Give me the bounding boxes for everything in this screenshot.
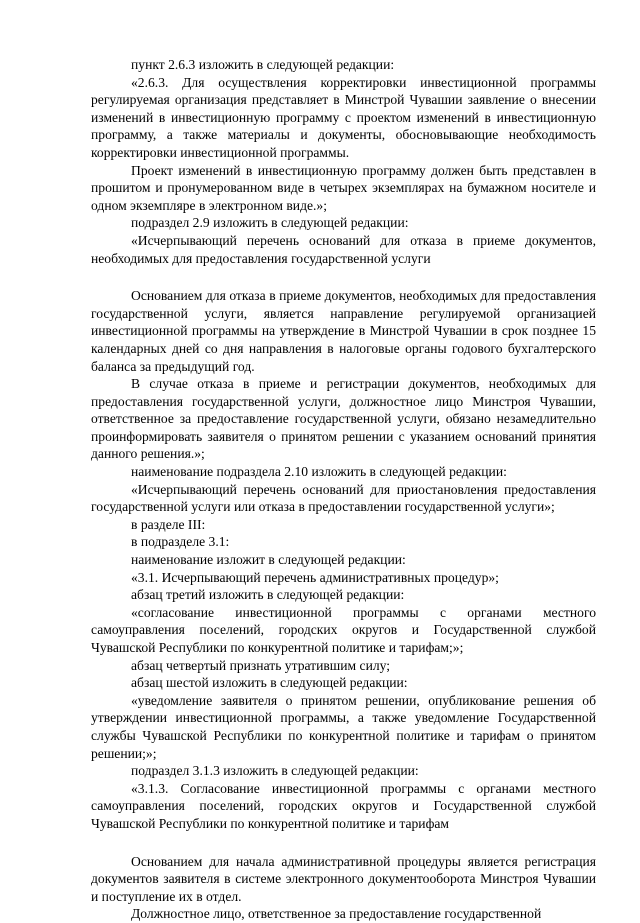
paragraph: абзац третий изложить в следующей редакции: — [131, 587, 405, 603]
paragraph: абзац четвертый признать утратившим силу; — [131, 657, 391, 673]
paragraph: «3.1. Исчерпывающий перечень административных процедур»; — [131, 569, 499, 585]
blank-line — [91, 267, 596, 287]
paragraph: Основанием для отказа в приеме документов, необходимых для предоставления государственной услуги, является направление регулируемой организацией инвестиционной программы на утверждение в Минстрой Чувашии в срок позднее 15 календарных дней со дня направления в налоговые органы годового бухгалтерского баланса за предыдущий год. — [91, 288, 596, 374]
paragraph: наименование подраздела 2.10 изложить в следующей редакции: — [131, 464, 507, 480]
paragraph: Проект изменений в инвестиционную программу должен быть представлен в прошитом и пронумерованном виде в четырех экземплярах на бумажном носителе и одном экземпляре в электронном виде.»; — [91, 162, 596, 213]
paragraph: в подразделе 3.1: — [131, 534, 230, 550]
paragraph: подраздел 3.1.3 изложить в следующей редакции: — [131, 763, 419, 779]
paragraph: «уведомление заявителя о принятом решении, опубликование решения об утверждении инвестиционной программы, а также уведомление Государственной службы Чувашской Республики по конкурентной политике и тарифам о принятом решении;»; — [91, 692, 596, 761]
blank-line — [91, 833, 596, 853]
paragraph: Должностное лицо, ответственное за предоставление государственной — [131, 906, 542, 922]
paragraph: наименование изложит в следующей редакции: — [131, 552, 406, 568]
paragraph: пункт 2.6.3 изложить в следующей редакции: — [131, 57, 395, 72]
paragraph: Основанием для начала административной процедуры является регистрация документов заявителя в системе электронного документооборота Минстроя Чувашии и поступление их в отдел. — [91, 853, 596, 904]
paragraph: «Исчерпывающий перечень оснований для приостановления предоставления государственной услуги или отказа в предоставлении государственной услуги»; — [91, 481, 596, 515]
paragraph: «согласование инвестиционной программы с органами местного самоуправления поселений, городских округов и Государственной службой Чувашской Республики по конкурентной политике и тарифам;»; — [91, 604, 596, 655]
paragraph: «Исчерпывающий перечень оснований для отказа в приеме документов, необходимых для предоставления государственной услуги — [91, 232, 596, 266]
paragraph: в разделе III: — [131, 516, 206, 532]
paragraph: «2.6.3. Для осуществления корректировки инвестиционной программы регулируемая организация представляет в Минстрой Чувашии заявление о внесении изменений в инвестиционную программу с проектом изменений в инвестиционную программу, а также материалы и документы, обосновывающие необходимость корректировки инвестиционной программы. — [91, 74, 596, 160]
paragraph: абзац шестой изложить в следующей редакции: — [131, 675, 408, 691]
paragraph: «3.1.3. Согласование инвестиционной программы с органами местного самоуправления поселений, городских округов и Государственной службой Чувашской Республики по конкурентной политике и тарифам — [91, 780, 596, 831]
paragraph: В случае отказа в приеме и регистрации документов, необходимых для предоставления государственной услуги, должностное лицо Минстроя Чувашии, ответственное за предоставление государственной услуги, обязано незамедлительно проинформировать заявителя о принятом решении с указанием оснований принятия данного решения.»; — [91, 376, 596, 462]
paragraph: подраздел 2.9 изложить в следующей редакции: — [131, 215, 409, 231]
